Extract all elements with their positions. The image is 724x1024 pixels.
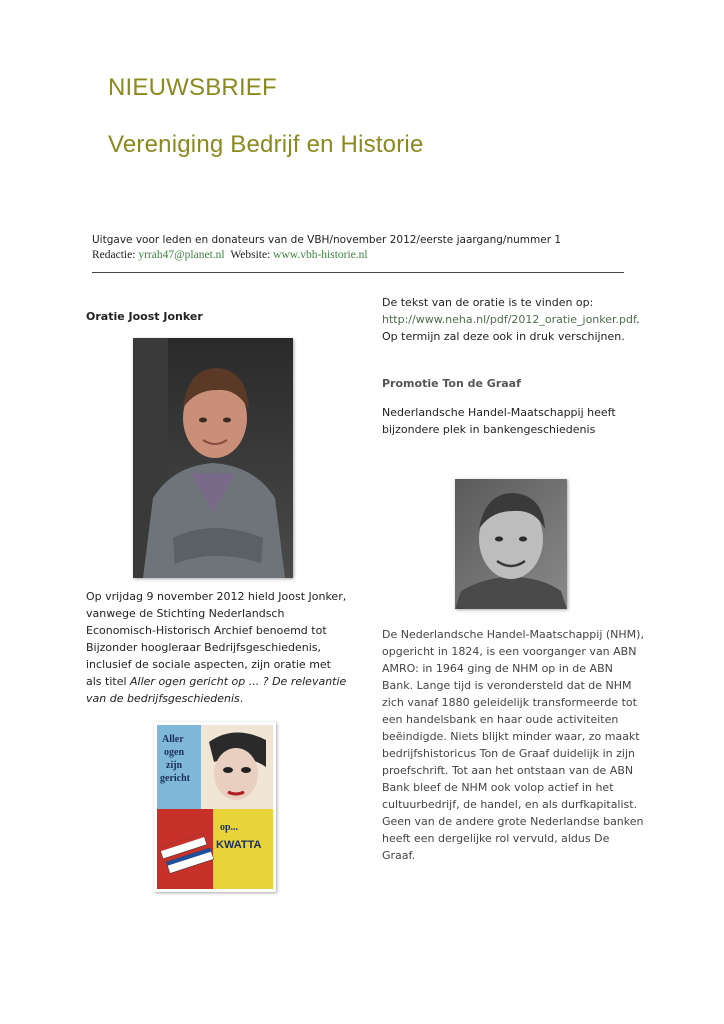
portrait-joost-jonker	[133, 338, 293, 578]
right-column	[382, 294, 644, 438]
oratie-body-end: .	[239, 692, 244, 705]
poster-text-3: zijn	[166, 760, 183, 771]
oratie-body	[86, 588, 348, 707]
oratie-body-text: Op vrijdag 9 november 2012 hield Joost Jonker, vanwege de Stichting Nederlandsch Economisch-Historisch Archief benoemd tot Bijzonder hoogleraar Bedrijfsgeschiedenis, inclusief de sociale aspecten, zijn oratie met als titel	[86, 590, 347, 688]
promotie-heading: Promotie Ton de Graaf	[382, 377, 521, 390]
kwatta-poster-image	[154, 722, 276, 892]
left-column	[86, 308, 348, 325]
newsletter-title: NIEUWSBRIEF	[108, 74, 277, 101]
poster-text-2: ogen	[164, 747, 184, 758]
oratie-heading: Oratie Joost Jonker	[86, 310, 203, 323]
editor-email-link[interactable]: yrrah47@planet.nl	[138, 249, 225, 261]
oratie-paragraph	[86, 588, 348, 707]
masthead-divider	[92, 272, 624, 273]
poster-brand: KWATTA	[216, 839, 262, 851]
editor-label: Redactie:	[92, 249, 136, 261]
promotie-subheading: Nederlandsche Handel-Maatschappij heeft bijzondere plek in bankengeschiedenis	[382, 406, 616, 436]
portrait-ton-de-graaf	[455, 479, 567, 609]
poster-text-1: Aller	[162, 734, 184, 745]
oratie-link-paragraph	[382, 294, 644, 345]
masthead	[92, 233, 632, 263]
oratie-title-italic: Aller ogen gericht op ... ? De relevantie van de bedrijfsgeschiedenis	[86, 675, 347, 705]
poster-text-op: op...	[220, 822, 239, 833]
website-label: Website:	[230, 249, 271, 261]
oratie-pdf-link[interactable]: http://www.neha.nl/pdf/2012_oratie_jonker.pdf	[382, 313, 637, 326]
oratie-link-tail: . Op termijn zal deze ook in druk verschijnen.	[382, 313, 640, 343]
website-link[interactable]: www.vbh-historie.nl	[273, 249, 368, 261]
newsletter-subtitle: Vereniging Bedrijf en Historie	[108, 131, 424, 158]
oratie-link-lead: De tekst van de oratie is te vinden op:	[382, 296, 594, 309]
poster-text-4: gericht	[160, 773, 190, 784]
promotie-body: De Nederlandsche Handel-Maatschappij (NHM), opgericht in 1824, is een voorganger van ABN AMRO: in 1964 ging de NHM op in de ABN Bank. Lange tijd is verondersteld dat de NHM zich vanaf 1880 geleidelijk transformeerde tot een handelsbank en haar oude activiteiten beëindigde. Niets blijkt minder waar, zo maakt bedrijfshistoricus Ton de Graaf duidelijk in zijn proefschrift. Tot aan het ontstaan van de ABN Bank bleef de NHM ook volop actief in het cultuurbedrijf, de handel, en als durfkapitalist. Geen van de andere grote Nederlandse banken heeft een dergelijke rol vervuld, aldus De Graaf.	[382, 628, 644, 862]
issue-line: Uitgave voor leden en donateurs van de VBH/november 2012/eerste jaargang/nummer 1	[92, 234, 562, 246]
promotie-body-column	[382, 626, 644, 864]
editorial-line	[92, 248, 632, 263]
